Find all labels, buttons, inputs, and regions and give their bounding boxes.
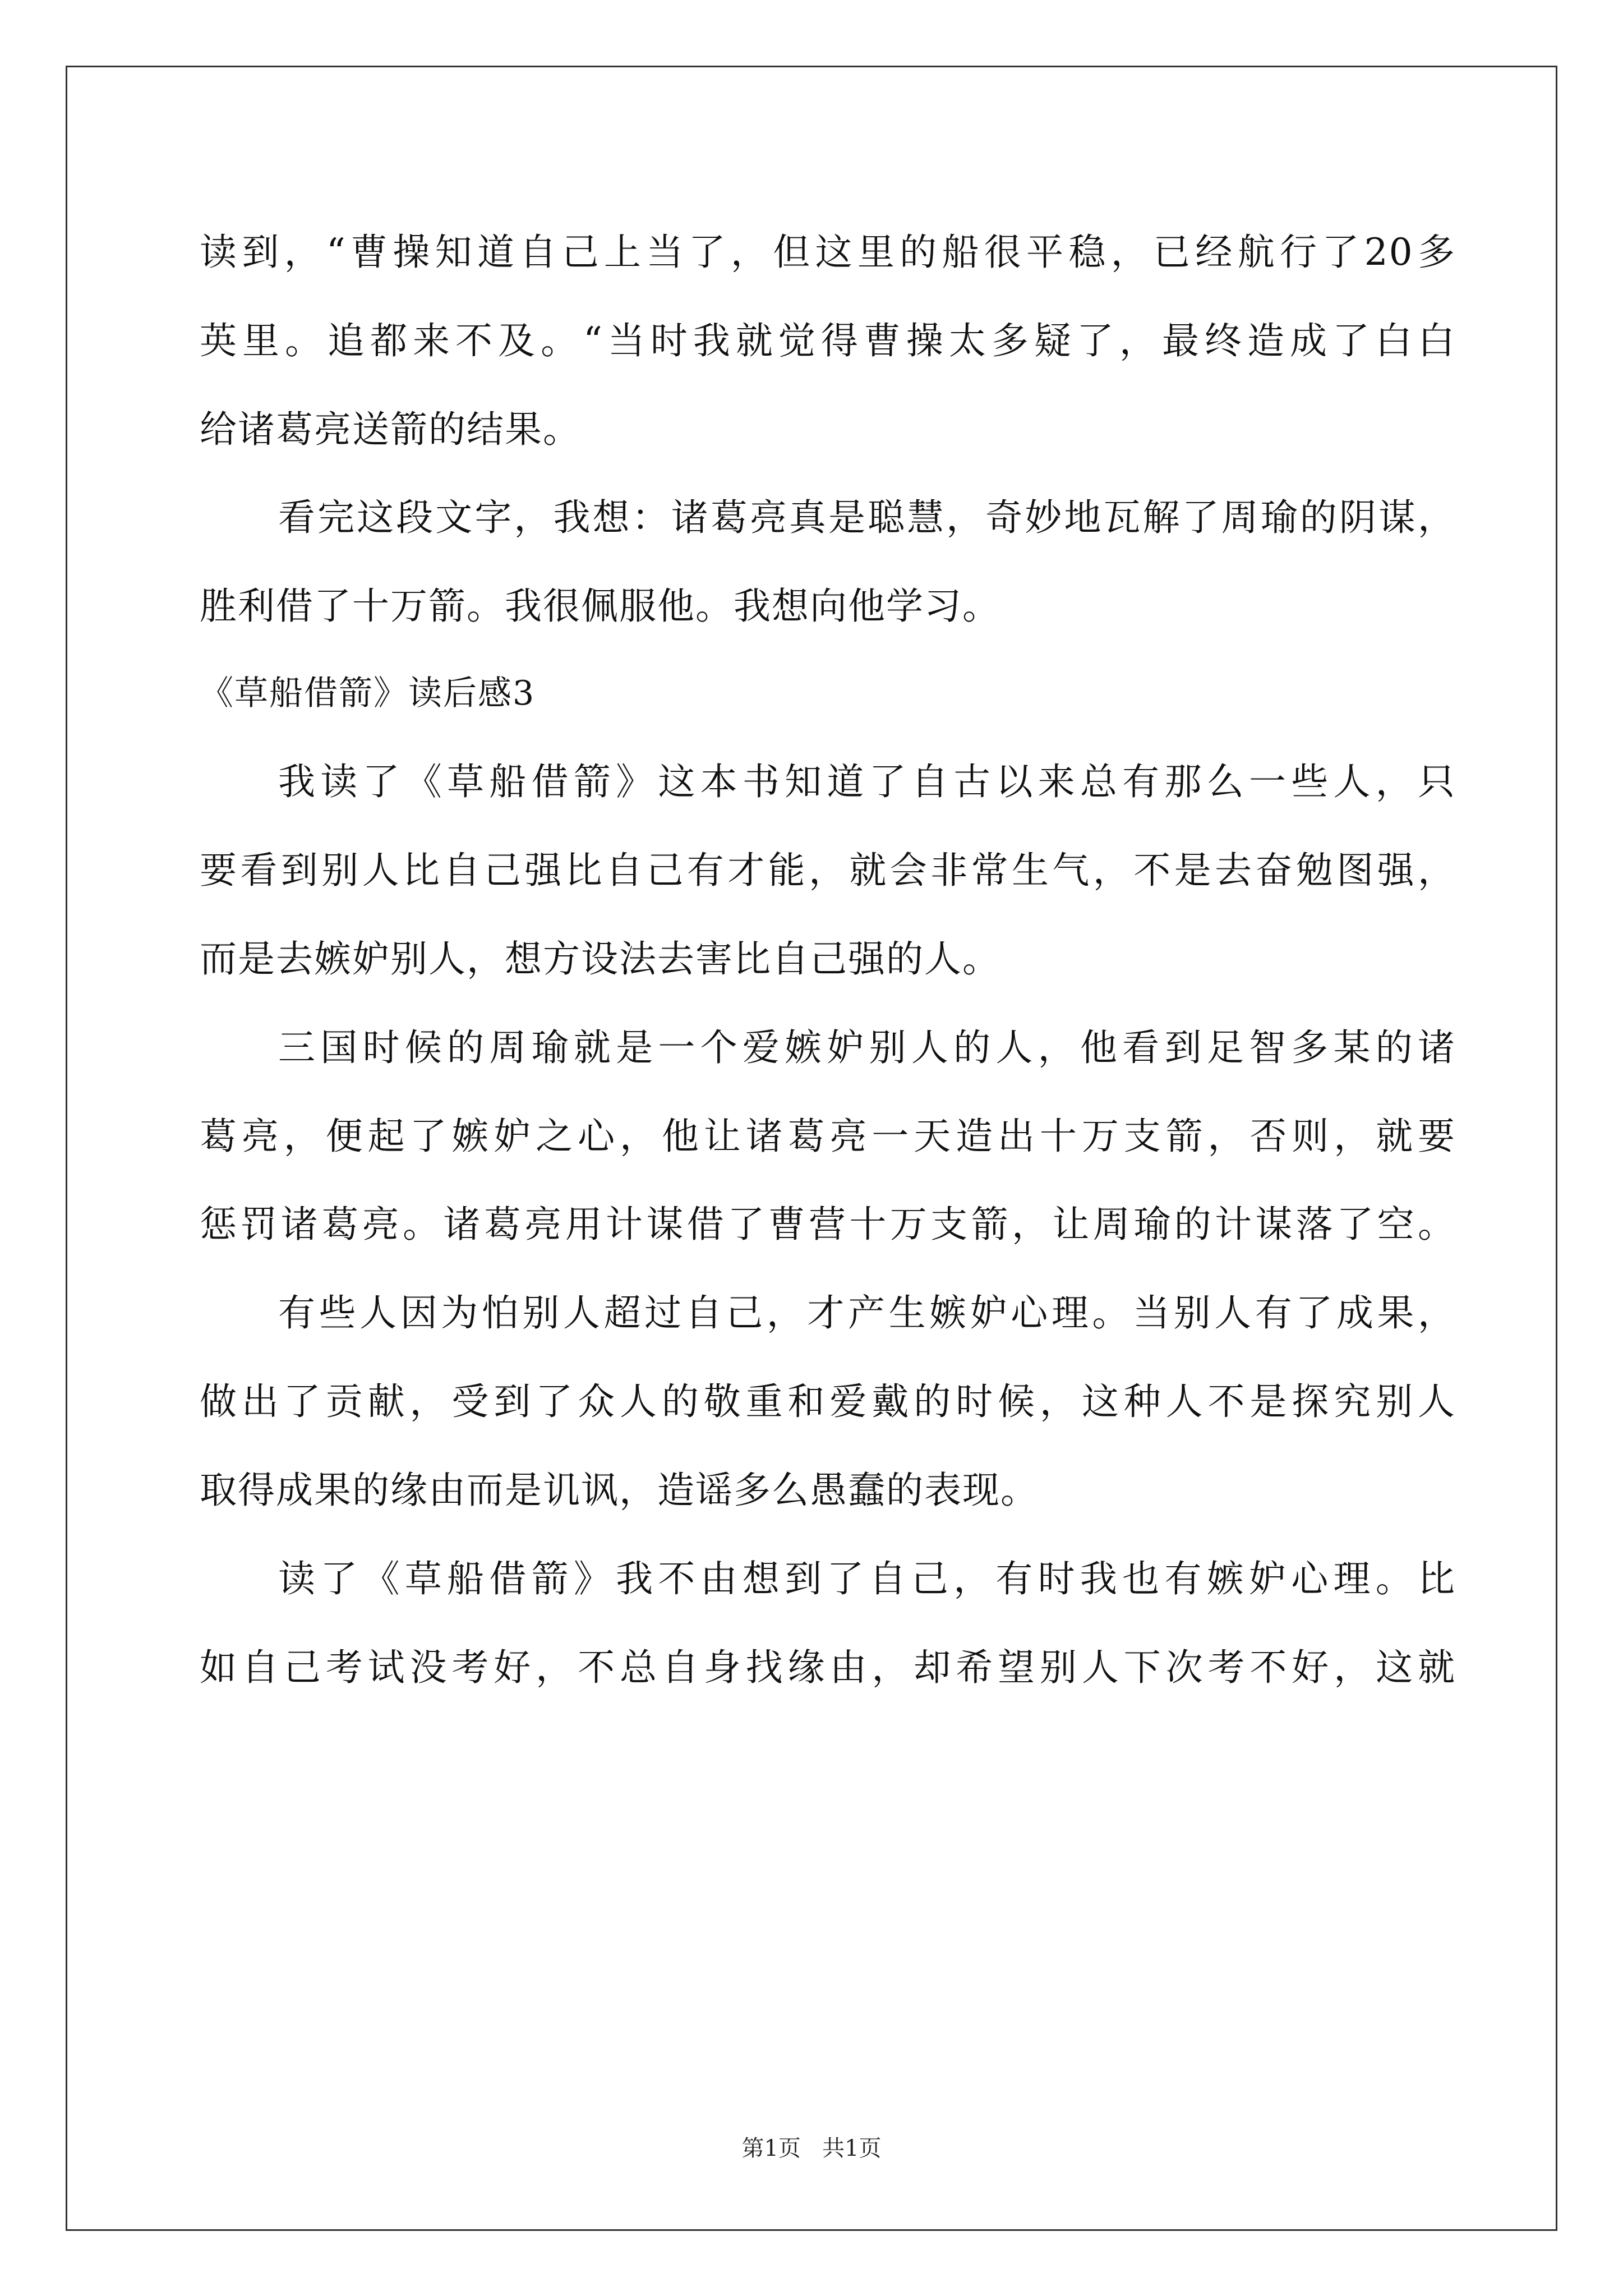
paragraph-line: 葛亮，便起了嫉妒之心，他让诸葛亮一天造出十万支箭，否则，就要 <box>200 1115 1456 1158</box>
paragraph-line: 给诸葛亮送箭的结果。 <box>200 408 581 451</box>
paragraph-line: 如自己考试没考好，不总自身找缘由，却希望别人下次考不好，这就 <box>200 1646 1456 1689</box>
paragraph-line: 英里。追都来不及。“当时我就觉得曹操太多疑了，最终造成了白白 <box>200 319 1456 362</box>
section-heading: 《草船借箭》读后感3 <box>200 674 536 713</box>
paragraph-line: 要看到别人比自己强比自己有才能，就会非常生气，不是去奋勉图强， <box>200 849 1456 892</box>
paragraph-line: 看完这段文字，我想：诸葛亮真是聪慧，奇妙地瓦解了周瑜的阴谋， <box>278 496 1456 539</box>
paragraph-line: 做出了贡献，受到了众人的敬重和爱戴的时候，这种人不是探究别人 <box>200 1380 1456 1423</box>
paragraph-line: 而是去嫉妒别人，想方设法去害比自己强的人。 <box>200 937 1000 981</box>
paragraph-line: 惩罚诸葛亮。诸葛亮用计谋借了曹营十万支箭，让周瑜的计谋落了空。 <box>200 1203 1456 1246</box>
paragraph-line: 取得成果的缘由而是讥讽，造谣多么愚蠢的表现。 <box>200 1469 1039 1512</box>
paragraph-line: 我读了《草船借箭》这本书知道了自古以来总有那么一些人，只 <box>278 760 1456 803</box>
page-footer: 第1页 共1页 <box>741 2136 882 2161</box>
paragraph-line: 读了《草船借箭》我不由想到了自己，有时我也有嫉妒心理。比 <box>278 1557 1456 1600</box>
paragraph-line: 有些人因为怕别人超过自己，才产生嫉妒心理。当别人有了成果， <box>278 1291 1456 1335</box>
paragraph-line: 胜利借了十万箭。我很佩服他。我想向他学习。 <box>200 585 1000 628</box>
paragraph-line: 三国时候的周瑜就是一个爱嫉妒别人的人，他看到足智多某的诸 <box>278 1026 1456 1069</box>
paragraph-line: 读到，“曹操知道自己上当了，但这里的船很平稳，已经航行了20多 <box>200 231 1456 274</box>
